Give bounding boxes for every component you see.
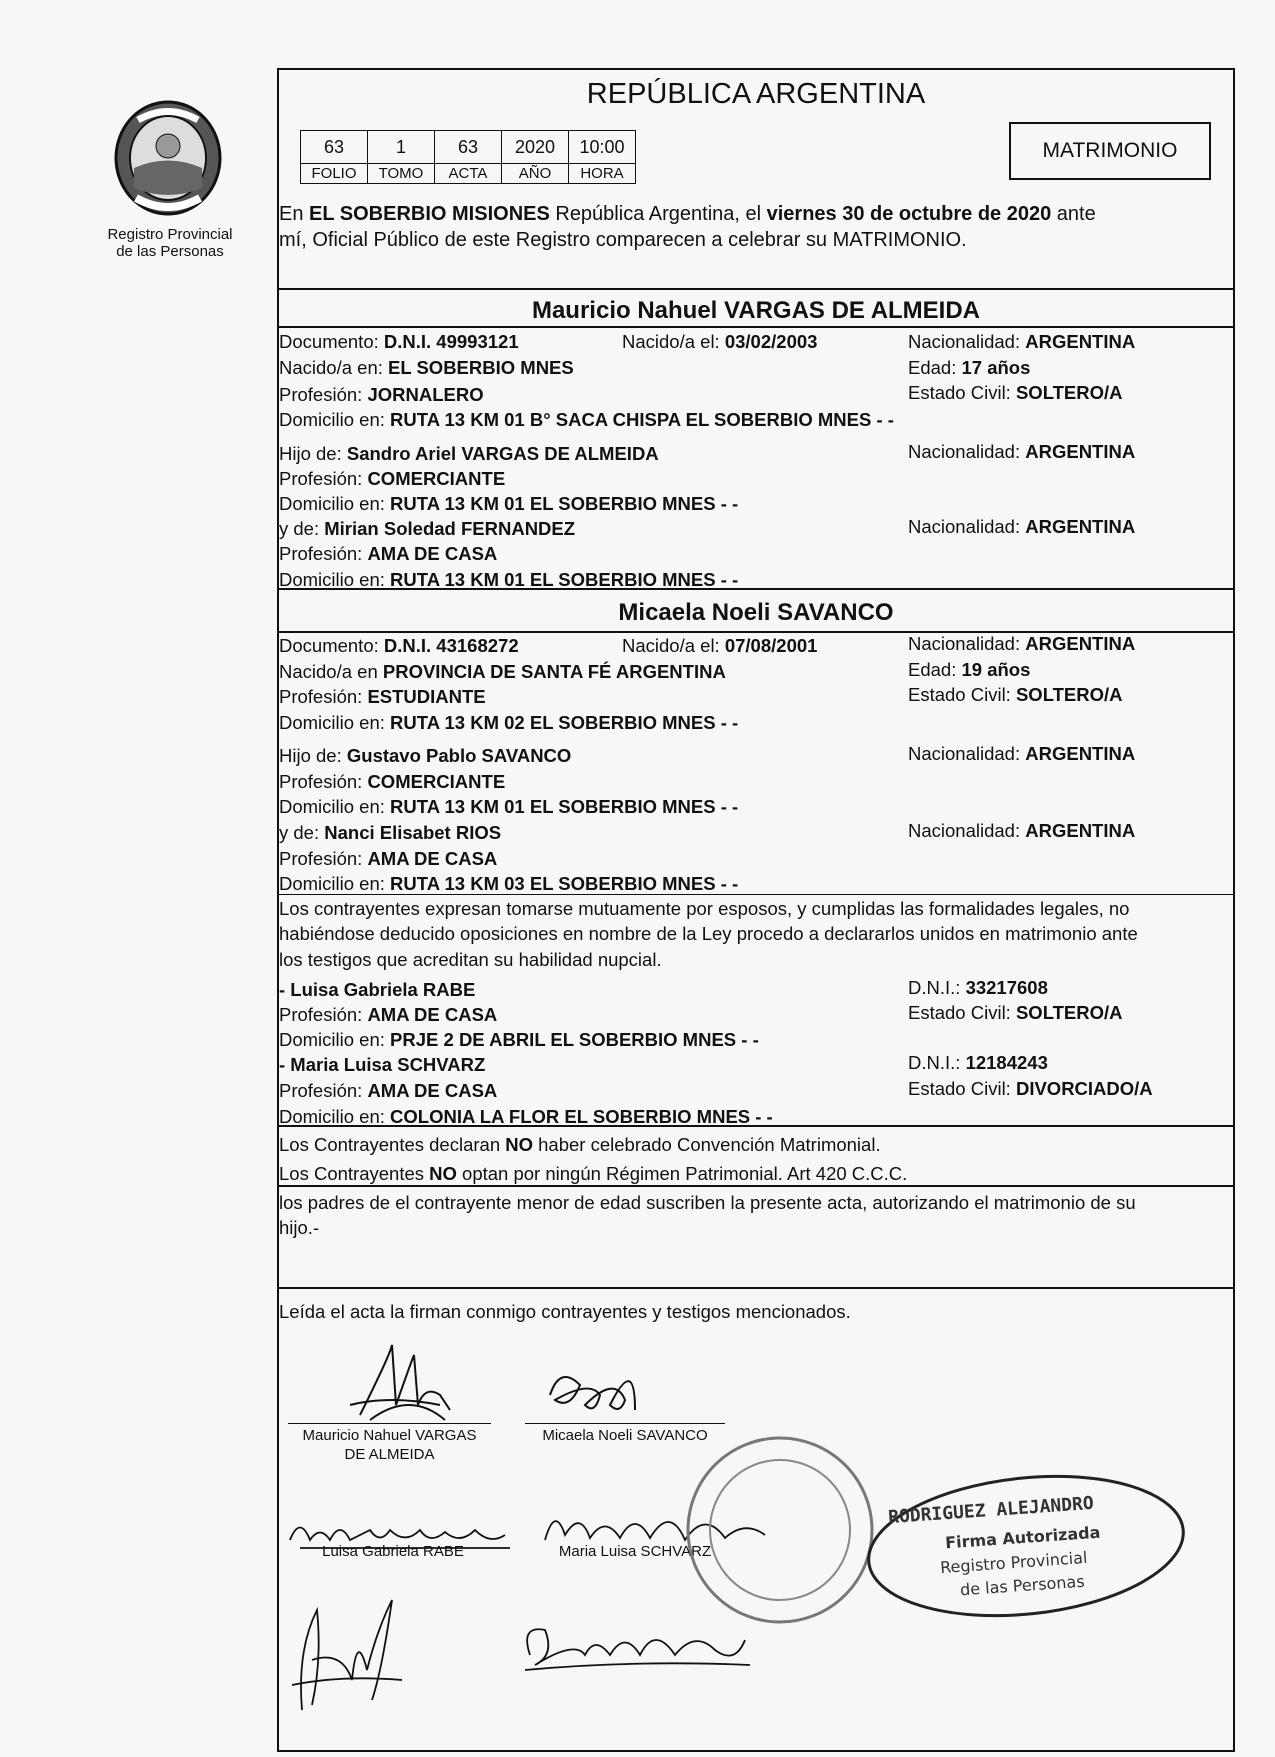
field-label: Nacionalidad: [908,516,1026,537]
witness2-dni [908,1052,1048,1074]
stamp-line-4: de las Personas [959,1571,1086,1600]
field-label: Nacionalidad: [908,441,1026,462]
witness1-name: - Luisa Gabriela RABE [279,979,476,1000]
field-label: Estado Civil: [908,684,1016,705]
field-value: RUTA 13 KM 01 B° SACA CHISPA EL SOBERBIO MNES - - [390,409,894,430]
witness2-address [279,1106,773,1128]
intro-text: En [279,203,310,225]
field-value: ESTUDIANTE [367,686,486,707]
year-label: AÑO [502,164,569,184]
spouse2-nationality [908,633,1135,655]
field-label: Domicilio en: [279,1106,391,1127]
spouse1-father-address [279,493,738,515]
registry-caption-line2: de las Personas [116,243,224,260]
witness1-civil-status [908,1002,1123,1024]
field-label: Profesión: [279,771,368,792]
field-label: Edad: [908,659,962,680]
folio-label: FOLIO [301,164,368,184]
provincial-seal-logo [108,98,228,218]
field-label: Estado Civil: [908,1078,1016,1099]
field-label: Profesión: [279,686,368,707]
field-label: Domicilio en: [279,712,391,733]
divider [277,1287,1235,1289]
closing-statement: Leída el acta la firman conmigo contrayentes y testigos mencionados. [279,1301,851,1322]
acta-reference-table [300,130,636,184]
signature-line [288,1423,491,1424]
year-value: 2020 [502,131,569,164]
intro-line-2: mí, Oficial Público de este Registro comparecen a celebrar su MATRIMONIO. [279,229,967,251]
spouse2-born-on [622,635,817,657]
field-value: AMA DE CASA [367,848,498,869]
field-label: Documento: [279,635,384,656]
field-value: RUTA 13 KM 01 EL SOBERBIO MNES - - [390,493,739,514]
field-label: D.N.I.: [908,977,966,998]
field-value: RUTA 13 KM 01 EL SOBERBIO MNES - - [390,569,739,590]
field-label: Nacido/a el: [622,331,725,352]
field-value: 12184243 [965,1052,1048,1073]
spouse2-father-profession [279,771,505,793]
field-value: PROVINCIA DE SANTA FÉ ARGENTINA [382,661,726,682]
convention-negation: NO [429,1163,457,1184]
field-label: Nacionalidad: [908,743,1026,764]
field-label: Profesión: [279,1004,368,1025]
field-label: Profesión: [279,848,368,869]
field-label: Edad: [908,357,962,378]
spouse1-born-on [622,331,817,353]
intro-place: EL SOBERBIO MISIONES [309,203,550,225]
registry-caption-line1: Registro Provincial [107,226,233,243]
spouse1-profession [279,384,484,406]
spouse1-name: Mauricio Nahuel VARGAS DE ALMEIDA [531,297,981,324]
field-label: Hijo de: [279,443,347,464]
country-title: REPÚBLICA ARGENTINA [586,78,926,110]
spouse1-mother [279,518,575,540]
field-label: Domicilio en: [279,569,391,590]
field-label: Profesión: [279,384,368,405]
spouse2-father [279,745,571,767]
spouse2-document [279,635,519,657]
field-value: SOLTERO/A [1015,1002,1123,1023]
field-value: COLONIA LA FLOR EL SOBERBIO MNES - - [390,1106,773,1127]
field-label: Domicilio en: [279,1029,391,1050]
field-value: AMA DE CASA [367,543,498,564]
hour-label: HORA [569,164,636,184]
field-value: SOLTERO/A [1015,684,1123,705]
witness2-profession [279,1080,497,1102]
tomo-value: 1 [368,131,435,164]
field-label: Estado Civil: [908,382,1016,403]
acta-value: 63 [435,131,502,164]
spouse1-document [279,331,519,353]
tomo-label: TOMO [368,164,435,184]
spouse2-name: Micaela Noeli SAVANCO [618,599,894,626]
spouse2-mother-profession [279,848,497,870]
convention-line-2 [279,1163,907,1185]
spouse1-mother-nationality [908,516,1135,538]
witness1-dni [908,977,1048,999]
field-value: ARGENTINA [1025,633,1136,654]
field-value: 17 años [961,357,1031,378]
signature-label-witness2: Maria Luisa SCHVARZ [558,1543,712,1560]
field-label: D.N.I.: [908,1052,966,1073]
declaration-line-3: los testigos que acreditan su habilidad nupcial. [279,949,662,970]
document-type-box: MATRIMONIO [1009,122,1211,180]
spouse1-father [279,443,659,465]
field-value: RUTA 13 KM 02 EL SOBERBIO MNES - - [390,712,739,733]
field-label: y de: [279,518,325,539]
signature-scribble-spouse1 [330,1335,460,1427]
field-value: Nanci Elisabet RIOS [324,822,502,843]
spouse1-mother-profession [279,543,497,565]
field-value: D.N.I. 49993121 [383,331,519,352]
field-label: Nacionalidad: [908,820,1026,841]
field-label: Nacido/a el: [622,635,725,656]
folio-value: 63 [301,131,368,164]
spouse1-born-in [279,357,574,379]
field-value: COMERCIANTE [367,771,506,792]
intro-text: República Argentina, el [549,203,767,225]
field-label: Nacido/a en: [279,357,389,378]
field-value: 07/08/2001 [724,635,818,656]
stamp-line-3: Registro Provincial [939,1547,1088,1578]
intro-date: viernes 30 de octubre de 2020 [766,203,1052,225]
field-value: ARGENTINA [1025,331,1136,352]
divider [277,288,1235,290]
field-value: D.N.I. 43168272 [383,635,519,656]
convention-line-1 [279,1134,881,1156]
field-value: ARGENTINA [1025,441,1136,462]
spouse1-civil-status [908,382,1123,404]
field-value: 03/02/2003 [724,331,818,352]
witness1-address [279,1029,759,1051]
hour-value: 10:00 [569,131,636,164]
divider [277,326,1235,328]
witness2-name: - Maria Luisa SCHVARZ [279,1054,486,1075]
spouse2-address [279,712,738,734]
signature-label-line: Mauricio Nahuel VARGAS [302,1427,477,1444]
field-value: COMERCIANTE [367,468,506,489]
spouse2-mother [279,822,501,844]
field-label: Domicilio en: [279,873,391,894]
field-label: Profesión: [279,543,368,564]
signature-label-line: DE ALMEIDA [344,1446,435,1463]
field-label: Documento: [279,331,384,352]
intro-line-1 [279,202,1096,226]
spouse1-father-nationality [908,441,1135,463]
signature-scribble-spouse2 [540,1355,660,1425]
convention-text: haber celebrado Convención Matrimonial. [533,1134,881,1155]
field-value: EL SOBERBIO MNES [388,357,574,378]
field-value: ARGENTINA [1025,743,1136,764]
signature-line [525,1423,725,1424]
field-value: AMA DE CASA [367,1080,498,1101]
field-label: Domicilio en: [279,493,391,514]
field-label: Nacido/a en [279,661,383,682]
parents-note-line-2: hijo.- [279,1217,320,1238]
field-value: AMA DE CASA [367,1004,498,1025]
field-value: 19 años [961,659,1031,680]
signature-label-witness1: Luisa Gabriela RABE [322,1543,464,1560]
field-value: JORNALERO [367,384,484,405]
field-label: Profesión: [279,1080,368,1101]
spouse1-mother-address [279,569,738,591]
witness1-profession [279,1004,497,1026]
field-value: RUTA 13 KM 03 EL SOBERBIO MNES - - [390,873,739,894]
spouse2-profession [279,686,486,708]
field-value: RUTA 13 KM 01 EL SOBERBIO MNES - - [390,796,739,817]
stamp-name: RODRIGUEZ ALEJANDRO [887,1492,1095,1529]
spouse2-born-in [279,661,726,683]
spouse1-age [908,357,1030,379]
spouse1-address [279,409,894,431]
convention-text: Los Contrayentes declaran [279,1134,506,1155]
signature-label-spouse2: Micaela Noeli SAVANCO [542,1427,708,1444]
declaration-line-2: habiéndose deducido oposiciones en nombre de la Ley procedo a declararlos unidos en matrimonio ante [279,923,1138,944]
stamp-line-2: Firma Autorizada [944,1522,1101,1553]
declaration-line-1: Los contrayentes expresan tomarse mutuamente por esposos, y cumplidas las formalidades legales, no [279,898,1130,919]
spouse2-age [908,659,1030,681]
field-label: Domicilio en: [279,409,391,430]
field-value: Gustavo Pablo SAVANCO [346,745,572,766]
spouse2-mother-address [279,873,738,895]
field-value: 33217608 [965,977,1048,998]
field-label: Profesión: [279,468,368,489]
divider [277,1185,1235,1187]
field-label: y de: [279,822,325,843]
field-label: Nacionalidad: [908,331,1026,352]
spouse1-father-profession [279,468,505,490]
spouse2-father-address [279,796,738,818]
convention-text: Los Contrayentes [279,1163,430,1184]
signature-label-spouse1 [288,1426,491,1464]
registry-caption [90,226,250,260]
spouse2-mother-nationality [908,820,1135,842]
spouse1-nationality [908,331,1135,353]
witness2-civil-status [908,1078,1153,1100]
field-value: SOLTERO/A [1015,382,1123,403]
convention-negation: NO [505,1134,533,1155]
round-registry-stamp [680,1430,880,1630]
field-value: Mirian Soledad FERNANDEZ [324,518,576,539]
convention-text: optan por ningún Régimen Patrimonial. Art 420 C.C.C. [456,1163,908,1184]
field-value: DIVORCIADO/A [1015,1078,1153,1099]
acta-label: ACTA [435,164,502,184]
field-value: ARGENTINA [1025,516,1136,537]
field-value: Sandro Ariel VARGAS DE ALMEIDA [346,443,659,464]
spouse2-civil-status [908,684,1123,706]
signature-scribble-officiant [282,1590,422,1720]
spouse2-father-nationality [908,743,1135,765]
intro-text: ante [1051,203,1096,225]
field-label: Nacionalidad: [908,633,1026,654]
field-label: Hijo de: [279,745,347,766]
field-label: Domicilio en: [279,796,391,817]
field-label: Estado Civil: [908,1002,1016,1023]
field-value: ARGENTINA [1025,820,1136,841]
parents-note-line-1: los padres de el contrayente menor de edad suscriben la presente acta, autorizando el matrimonio de su [279,1192,1136,1213]
field-value: PRJE 2 DE ABRIL EL SOBERBIO MNES - - [390,1029,759,1050]
